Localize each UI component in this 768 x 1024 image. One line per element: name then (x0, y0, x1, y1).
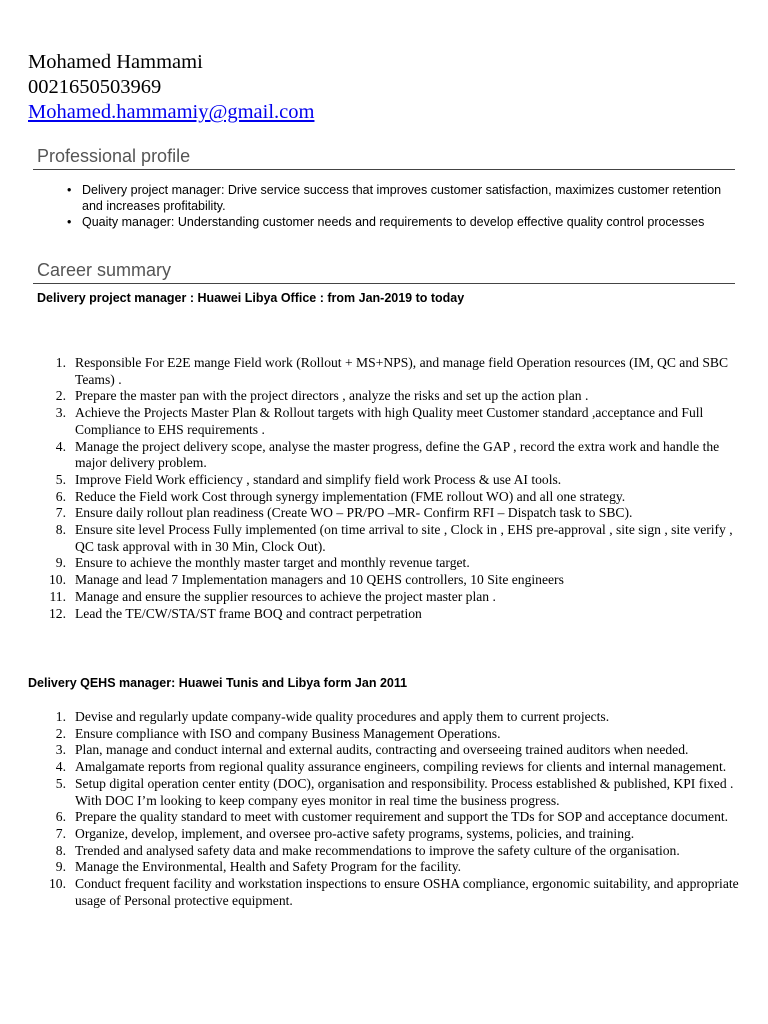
profile-bullet-list (60, 182, 740, 230)
list-item: 8. Trended and analysed safety data and make recommendations to improve the safety culture of the organisation. (55, 842, 680, 858)
bullet-icon: • (67, 215, 72, 229)
list-item: 1. Responsible For E2E mange Field work (Rollout + MS+NPS), and manage field Operation resources (IM, QC and SBC Teams) . (55, 355, 729, 387)
section-title-professional-profile: Professional profile (37, 146, 191, 166)
candidate-name: Mohamed Hammami (28, 51, 203, 73)
list-item: 4. Manage the project delivery scope, analyse the master progress, define the GAP , record the extra work and handle the major delivery problem. (55, 438, 720, 471)
list-item: 5. Setup digital operation center entity (DOC), organisation and responsibility. Process established & published, KPI fixed . With DOC I’m looking to keep company eyes monitor in real time the business progress. (55, 775, 734, 808)
job-title-delivery-qehs-manager: Delivery QEHS manager: Huawei Tunis and Libya form Jan 2011 (28, 676, 408, 690)
list-item: 6. Prepare the quality standard to meet with customer requirement and support the TDs for SOP and acceptance document. (55, 809, 729, 825)
list-item: 2. Ensure compliance with ISO and company Business Management Operations. (55, 725, 501, 741)
list-item: 1. Devise and regularly update company-wide quality procedures and apply them to current projects. (55, 709, 610, 724)
list-item: 6. Reduce the Field work Cost through synergy implementation (FME rollout WO) and all one strategy. (55, 488, 626, 504)
list-item: 3. Plan, manage and conduct internal and external audits, contracting and overseeing trained auditors when needed. (55, 742, 689, 758)
list-item: 10. Manage and lead 7 Implementation managers and 10 QEHS controllers, 10 Site engineers (49, 572, 564, 588)
bullet-icon: • (67, 183, 72, 197)
list-item: • Delivery project manager: Drive service success that improves customer satisfaction, maximizes customer retention and increases profitability. (67, 183, 722, 213)
job-title-delivery-project-manager: Delivery project manager : Huawei Libya Office : from Jan-2019 to today (37, 291, 465, 305)
job1-responsibilities-list (30, 355, 745, 622)
list-item: 7. Organize, develop, implement, and oversee pro-active safety programs, systems, policies, and training. (55, 825, 635, 841)
list-item: 2. Prepare the master pan with the project directors , analyze the risks and set up the action plan . (55, 388, 589, 404)
section-title-career-summary: Career summary (37, 260, 172, 280)
section-divider (33, 169, 735, 170)
list-item: 10. Conduct frequent facility and workstation inspections to ensure OSHA compliance, ergonomic suitability, and appropriate usage of Personal protective equipment. (49, 876, 739, 908)
list-item: 9. Ensure to achieve the monthly master target and monthly revenue target. (55, 555, 470, 571)
list-item: 4. Amalgamate reports from regional quality assurance engineers, compiling reviews for clients and internal management. (55, 759, 727, 775)
list-item: 9. Manage the Environmental, Health and Safety Program for the facility. (55, 859, 462, 875)
section-divider (33, 283, 735, 284)
list-item: 3. Achieve the Projects Master Plan & Rollout targets with high Quality meet Customer standard ,acceptance and Full Compliance to EHS requirements . (55, 405, 704, 437)
list-item: • Quaity manager: Understanding customer needs and requirements to develop effective quality control processes (67, 215, 705, 229)
job2-responsibilities-list (30, 709, 745, 909)
email-link[interactable]: Mohamed.hammamiy@gmail.com (28, 101, 315, 123)
contact-header (28, 50, 314, 125)
list-item: 12. Lead the TE/CW/STA/ST frame BOQ and contract perpetration (49, 605, 422, 621)
list-item: 11. Manage and ensure the supplier resources to achieve the project master plan . (49, 588, 496, 604)
list-item: 5. Improve Field Work efficiency , standard and simplify field work Process & use AI tools. (55, 471, 562, 487)
list-item: 7. Ensure daily rollout plan readiness (Create WO – PR/PO –MR- Confirm RFI – Dispatch task to SBC). (55, 505, 633, 521)
phone-number: 0021650503969 (28, 76, 162, 98)
list-item: 8. Ensure site level Process Fully implemented (on time arrival to site , Clock in , EHS pre-approval , site sign , site verify , QC task approval with in 30 Min, Clock Out). (55, 522, 733, 554)
